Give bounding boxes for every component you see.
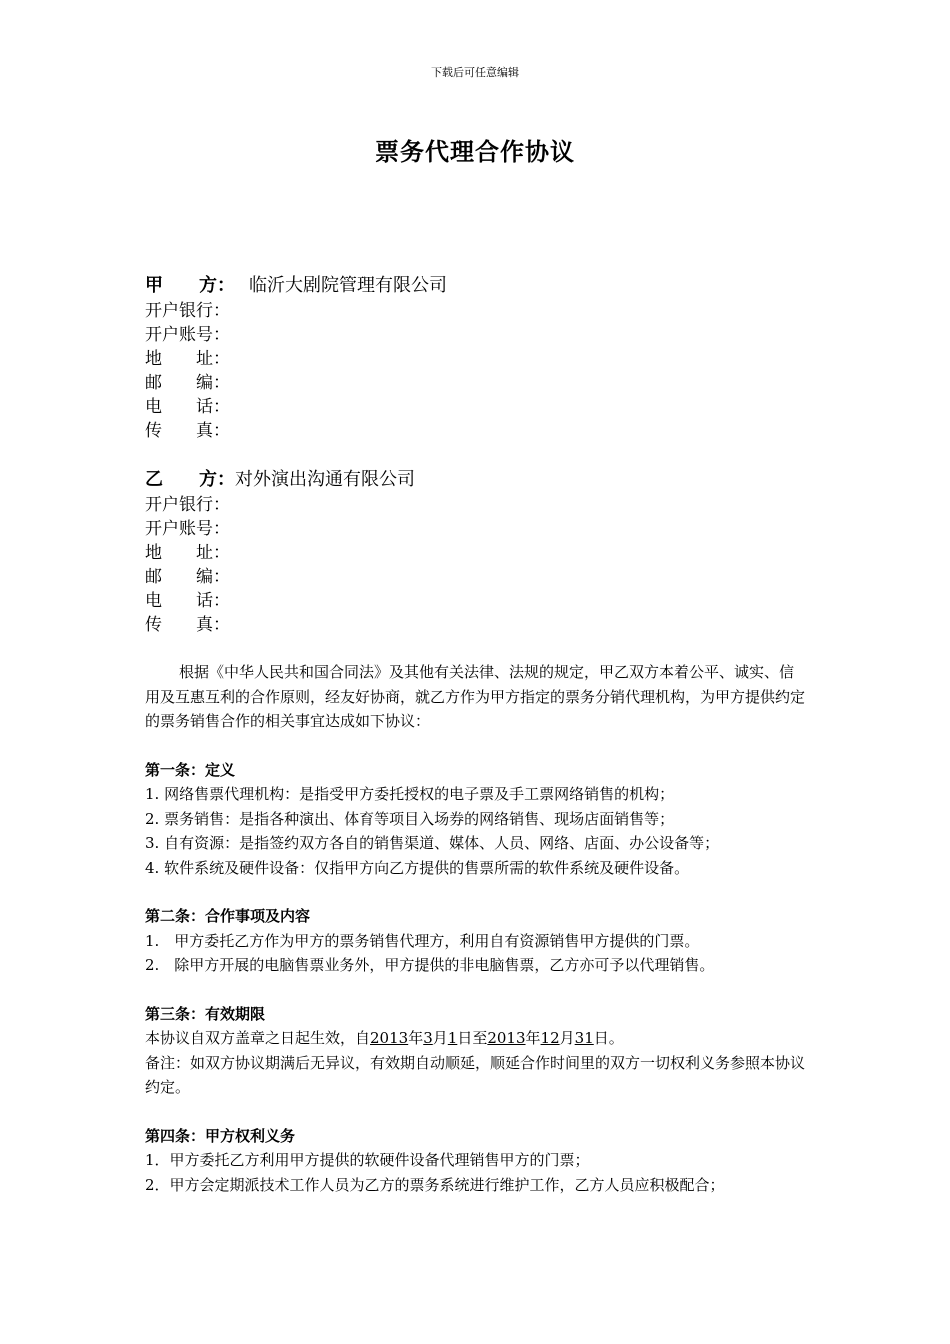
party-a-name: 临沂大剧院管理有限公司	[249, 275, 447, 296]
article-3-term: 本协议自双方盖章之日起生效，自2013年3月1日至2013年12月31日。	[145, 1029, 624, 1047]
header-note: 下载后可任意编辑	[431, 66, 519, 79]
party-a-label: 甲 方：	[145, 275, 235, 296]
article-4-item: 2．甲方会定期派技术工作人员为乙方的票务系统进行维护工作，乙方人员应积极配合；	[145, 1175, 725, 1194]
party-b-name: 对外演出沟通有限公司	[235, 469, 415, 490]
preamble-paragraph: 根据《中华人民共和国合同法》及其他有关法律、法规的规定，甲乙双方本着公平、诚实、信用及互惠互利的合作原则，经友好协商，就乙方作为甲方指定的票务分销代理机构，为甲方提供约定的票务销售合作的相关事宜达成如下协议：	[145, 663, 806, 730]
party-a-field-bank: 开户银行：	[145, 301, 230, 321]
end-month: 12	[540, 1029, 560, 1047]
start-year: 2013	[370, 1029, 409, 1047]
end-day: 31	[574, 1029, 594, 1047]
party-b-field-bank: 开户银行：	[145, 495, 230, 515]
document-title: 票务代理合作协议	[375, 137, 575, 166]
article-4-title: 第四条：甲方权利义务	[145, 1126, 296, 1145]
article-2-title: 第二条：合作事项及内容	[145, 907, 311, 925]
party-b-field-phone: 电 话：	[145, 591, 230, 611]
article-3-title: 第三条：有效期限	[145, 1004, 266, 1023]
party-b-field-account: 开户账号：	[145, 519, 230, 539]
article-4-item: 1．甲方委托乙方利用甲方提供的软硬件设备代理销售甲方的门票；	[145, 1151, 590, 1169]
article-2-item: 1. 甲方委托乙方作为甲方的票务销售代理方，利用自有资源销售甲方提供的门票。	[145, 931, 700, 950]
party-a-header	[145, 273, 805, 299]
party-b-header	[145, 467, 805, 493]
agreement-body	[145, 660, 807, 1197]
party-a-field-address: 地 址：	[145, 349, 230, 369]
article-1-item: 1. 网络售票代理机构：是指受甲方委托授权的电子票及手工票网络销售的机构；	[145, 785, 675, 803]
party-b-field-address: 地 址：	[145, 543, 230, 563]
article-3-note: 备注：如双方协议期满后无异议，有效期自动顺延，顺延合作时间里的双方一切权利义务参照本协议约定。	[145, 1053, 806, 1096]
start-day: 1	[447, 1029, 458, 1047]
party-a-field-account: 开户账号：	[145, 325, 230, 345]
party-b-field-fax: 传 真：	[145, 615, 230, 635]
party-a-field-phone: 电 话：	[145, 397, 230, 417]
party-a-field-postcode: 邮 编：	[145, 373, 230, 393]
article-2-item: 2. 除甲方开展的电脑售票业务外，甲方提供的非电脑售票，乙方亦可予以代理销售。	[145, 956, 715, 974]
start-month: 3	[423, 1029, 433, 1047]
party-b-block	[145, 467, 805, 637]
party-a-block	[145, 273, 805, 443]
article-1-item: 3. 自有资源：是指签约双方各自的销售渠道、媒体、人员、网络、店面、办公设备等；	[145, 834, 720, 852]
party-b-label: 乙 方：	[145, 469, 235, 490]
article-1-item: 4. 软件系统及硬件设备：仅指甲方向乙方提供的售票所需的软件系统及硬件设备。	[145, 858, 690, 877]
party-a-field-fax: 传 真：	[145, 421, 230, 441]
party-b-field-postcode: 邮 编：	[145, 567, 230, 587]
article-1-item: 2. 票务销售：是指各种演出、体育等项目入场券的网络销售、现场店面销售等；	[145, 809, 675, 828]
article-1-title: 第一条：定义	[145, 760, 236, 779]
end-year: 2013	[487, 1029, 526, 1047]
